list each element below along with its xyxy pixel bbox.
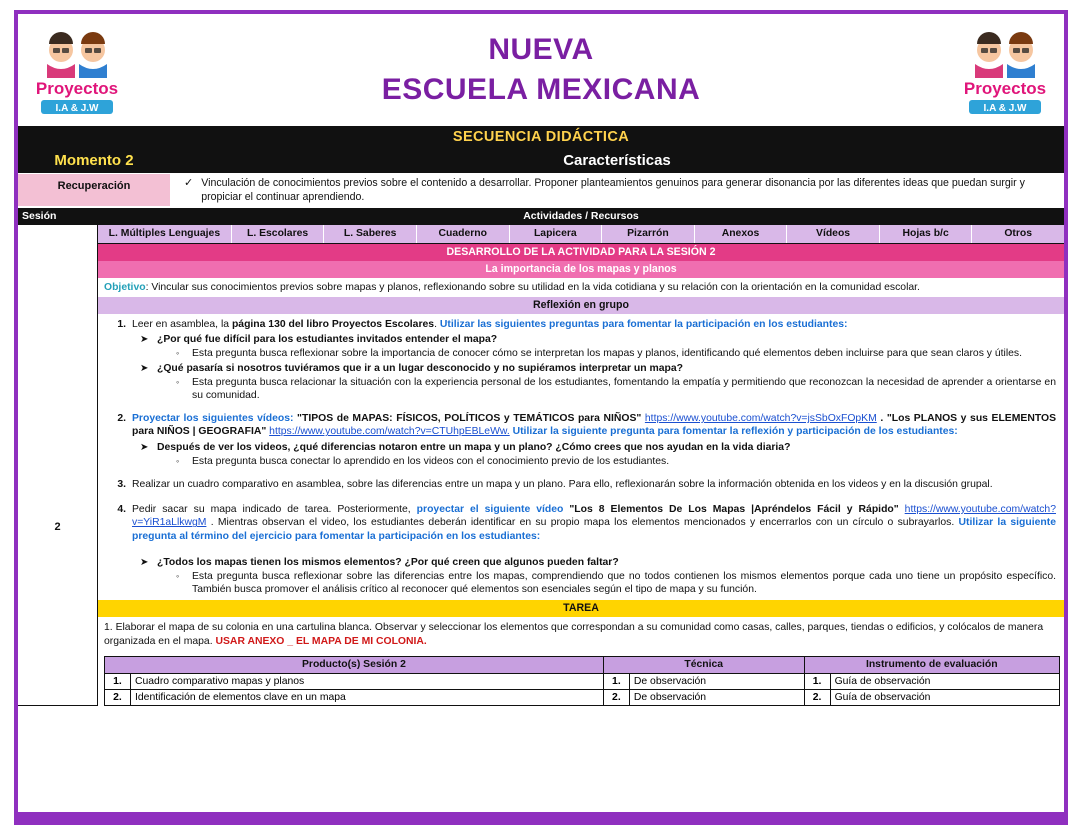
subquestion-text: ¿Qué pasaría si nosotros tuviéramos que ir a un lugar desconocido y no supiéramos interpretar un mapa?: [157, 362, 684, 374]
svg-text:Proyectos: Proyectos: [963, 79, 1047, 98]
evaluation-table-wrap: [98, 652, 1064, 706]
row-number: 2.: [603, 689, 629, 705]
row-number: 1.: [804, 673, 830, 689]
activity-item: [104, 478, 1056, 491]
resources-header: [98, 225, 1064, 244]
svg-text:Proyectos: Proyectos: [35, 79, 119, 98]
activity-subanswer: [104, 376, 1056, 402]
row-number: 2.: [105, 689, 131, 705]
activity-text-pre: Pedir sacar su mapa indicado de tarea. Posteriormente,: [132, 504, 417, 516]
arrow-icon: ➤: [140, 556, 149, 568]
activity-item: [104, 318, 1056, 331]
cell-tecnica: De observación: [629, 673, 804, 689]
row-number: 2.: [804, 689, 830, 705]
subanswer-text: Esta pregunta busca reflexionar sobre las diferencias entre los mapas, comprendiendo que no todos contienen los mismos elementos porque cada uno tiene un propósito específico. También busca promover el análisis crítico al reconocer qué elementos son esenciales según el tipo de mapa y su función.: [192, 571, 1056, 596]
secuencia-didactica-bar: [18, 126, 1064, 149]
check-icon: ✓: [184, 177, 194, 189]
evaluation-table-head: [105, 656, 1060, 673]
header-tecnica: Técnica: [603, 656, 804, 673]
cell-instrumento: Guía de observación: [830, 689, 1059, 705]
caracteristicas-title: Características: [170, 149, 1064, 173]
activity-subquestion: [104, 333, 1056, 346]
logo-left-icon: [18, 18, 136, 122]
resource-escolares: L. Escolares: [232, 225, 325, 243]
objetivo-row: [98, 278, 1064, 297]
activity-number: 4.: [117, 504, 126, 516]
bottom-accent-bar: [18, 812, 1064, 821]
activity-text-blue: Utilizar las siguientes preguntas para fomentar la participación en los estudiantes:: [439, 319, 848, 330]
activity-text-blue: proyectar el siguiente vídeo: [416, 504, 564, 516]
header-producto: Producto(s) Sesión 2: [105, 656, 604, 673]
band-reflexion: Reflexión en grupo: [98, 297, 1064, 314]
video-3-title: "Los 8 Elementos De Los Mapas |Apréndelos Fácil y Rápido": [563, 504, 905, 516]
activity-number: 1.: [117, 319, 126, 330]
tarea-highlight: USAR ANEXO _ EL MAPA DE MI COLONIA.: [215, 635, 427, 647]
sesion-label: Sesión: [22, 210, 57, 222]
resource-multiples-lenguajes: L. Múltiples Lenguajes: [98, 225, 232, 243]
table-row: [105, 689, 1060, 705]
subanswer-text: Esta pregunta busca reflexionar sobre la importancia de conocer cómo se interpretan los mapas y planos, identificando qué elementos deben incluirse para que sean claros y útiles.: [192, 348, 1022, 360]
table-row: [105, 673, 1060, 689]
caracteristicas-text: Vinculación de conocimientos previos sobre el contenido a desarrollar. Proponer planteamientos genuinos para generar disonancia por las diferentes ideas que puedan surgir y propiciar el continuar aprendiendo.: [201, 177, 1025, 203]
tarea-number: 1.: [104, 622, 113, 634]
arrow-icon: ➤: [140, 362, 149, 374]
objetivo-label: Objetivo: [104, 282, 146, 293]
activity-text: [132, 503, 1056, 543]
cell-instrumento: Guía de observación: [830, 673, 1059, 689]
document-header: [18, 14, 1064, 126]
activity-text-blue-lead: Proyectar los siguientes vídeos:: [132, 413, 298, 425]
page-title: [136, 30, 946, 110]
activity-item: [104, 503, 1056, 543]
arrow-icon: ➤: [140, 441, 149, 453]
momento-label: Momento 2: [18, 149, 170, 173]
subquestion-text: ¿Por qué fue difícil para los estudiantes invitados entender el mapa?: [157, 334, 498, 346]
cell-producto: Cuadro comparativo mapas y planos: [131, 673, 604, 689]
activities-column: [98, 225, 1064, 706]
resource-anexos: Anexos: [695, 225, 788, 243]
video-1-link[interactable]: https://www.youtube.com/watch?v=jsSbOxFOpKM: [644, 413, 877, 425]
activity-subquestion: [104, 362, 1056, 375]
header-instrumento: Instrumento de evaluación: [804, 656, 1059, 673]
momento-left: [18, 149, 170, 206]
circle-bullet-icon: ◦: [176, 571, 180, 582]
video-1-title: "TIPOS de MAPAS: FÍSICOS, POLÍTICOS y TEMÁTICOS para NIÑOS": [297, 413, 645, 425]
activity-text: [132, 412, 1056, 438]
table-header-row: [105, 656, 1060, 673]
spacer: [104, 545, 1056, 555]
circle-bullet-icon: ◦: [176, 455, 180, 466]
activities-list: [104, 318, 1056, 596]
svg-text:I.A & J.W: I.A & J.W: [983, 103, 1027, 114]
activity-text-mid: .: [434, 319, 440, 330]
subanswer-text: Esta pregunta busca conectar lo aprendido en los videos con el conocimiento previo de los estudiantes.: [192, 455, 670, 467]
activities-body: [98, 314, 1064, 600]
activity-text: Realizar un cuadro comparativo en asamblea, sobre las diferencias entre un mapa y un plano. Para ello, reflexionarán sobre la información obtenida en los videos y en la discusión grupal.: [132, 479, 993, 491]
resource-saberes: L. Saberes: [324, 225, 417, 243]
resource-otros: Otros: [1004, 228, 1033, 239]
activity-subquestion: [104, 556, 1056, 569]
document-frame: [14, 10, 1068, 825]
resource-hojas: Hojas b/c: [880, 225, 973, 243]
title-line-2: ESCUELA MEXICANA: [381, 73, 701, 106]
cell-producto: Identificación de elementos clave en un mapa: [131, 689, 604, 705]
spacer: [104, 493, 1056, 503]
band-importancia: La importancia de los mapas y planos: [98, 261, 1064, 278]
row-number: 1.: [105, 673, 131, 689]
evaluation-table-body: [105, 673, 1060, 705]
video-2-title: . "Los PLANOS y sus ELEMENTOS para NIÑOS | GEOGRAFIA": [132, 413, 1056, 438]
tarea-text: [104, 622, 1043, 646]
spacer: [104, 468, 1056, 478]
activity-text-mid: . Mientras observan el video, los estudiantes deberán identificar en su propio mapa los elementos mencionados y encerrarlos con un círculo o subrayarlos.: [206, 517, 959, 529]
arrow-icon: ➤: [140, 334, 149, 346]
activity-text-bold: página 130 del libro Proyectos Escolares: [231, 319, 435, 330]
momento-sub-label: Recuperación: [18, 173, 170, 206]
evaluation-table: [104, 656, 1060, 706]
tarea-item: [104, 621, 1056, 647]
activity-text: [132, 318, 1056, 331]
caracteristicas-text-row: [170, 173, 1064, 206]
activity-subanswer: [104, 570, 1056, 596]
objetivo-text: : Vincular sus conocimientos previos sobre mapas y planos, reflexionando sobre su utilidad en la vida cotidiana y su relación con la orientación en la comunidad escolar.: [145, 282, 920, 293]
momento-row: [18, 149, 1064, 207]
row-number: 1.: [603, 673, 629, 689]
sesion-actividades-bar: [18, 207, 1064, 225]
session-number-column: [18, 225, 98, 706]
session-number: 2: [54, 521, 61, 533]
subanswer-text: Esta pregunta busca relacionar la situación con la experiencia personal de los estudiantes, fomentando la empatía y permitiendo que reconozcan la necesidad de aprender a orientarse en su comunidad.: [192, 376, 1056, 402]
tarea-text-main: Elaborar el mapa de su colonia en una cartulina blanca. Observar y seleccionar los elementos que correspondan a su comunidad como casas, calles, parques, tiendas o edificios, y colócalos de manera organizada en el mapa.: [104, 622, 1044, 647]
band-desarrollo: DESARROLLO DE LA ACTIVIDAD PARA LA SESIÓN 2: [98, 244, 1064, 261]
momento-right: [170, 149, 1064, 206]
activity-number: 2.: [117, 413, 126, 425]
band-tarea: TAREA: [98, 600, 1064, 617]
tarea-body: [98, 617, 1064, 651]
activity-subanswer: [104, 347, 1056, 360]
main-body-row: [18, 225, 1064, 706]
video-2-link[interactable]: https://www.youtube.com/watch?v=CTUhpEBLeWw.: [269, 426, 510, 438]
title-line-1: NUEVA: [488, 33, 594, 66]
document-inner: [18, 14, 1064, 821]
video-3-link[interactable]: https://www.youtube.com/watch?v=YiR1aLlkwgM: [132, 504, 1056, 529]
activity-item: [104, 412, 1056, 438]
actividades-recursos-label: Actividades / Recursos: [523, 210, 639, 222]
activity-text-pre: Leer en asamblea, la: [132, 319, 232, 330]
logo-right-icon: [946, 18, 1064, 122]
circle-bullet-icon: ◦: [176, 348, 180, 359]
activity-text-blue-tail: Utilizar la siguiente pregunta para fomentar la reflexión y participación de los estudiantes:: [509, 426, 958, 438]
activity-subquestion: [104, 441, 1056, 454]
secuencia-didactica-label: SECUENCIA DIDÁCTICA: [452, 129, 630, 145]
svg-text:I.A & J.W: I.A & J.W: [55, 103, 99, 114]
activity-text-blue-2: Utilizar la siguiente pregunta al término del ejercicio para fomentar la participación en los estudiantes:: [132, 517, 1056, 542]
circle-bullet-icon: ◦: [176, 376, 180, 387]
resource-pizarron: Pizarrón: [602, 225, 695, 243]
subquestion-text: ¿Todos los mapas tienen los mismos elementos? ¿Por qué creen que algunos pueden faltar?: [157, 556, 619, 568]
resource-lapicera: Lapicera: [510, 225, 603, 243]
spacer: [104, 402, 1056, 412]
resource-videos: Vídeos: [787, 225, 880, 243]
activity-number: 3.: [117, 479, 126, 491]
resource-cuaderno: Cuaderno: [417, 225, 510, 243]
subquestion-text: Después de ver los videos, ¿qué diferencias notaron entre un mapa y un plano? ¿Cómo crees que nos ayudan en la vida diaria?: [157, 441, 791, 453]
cell-tecnica: De observación: [629, 689, 804, 705]
activity-subanswer: [104, 455, 1056, 468]
